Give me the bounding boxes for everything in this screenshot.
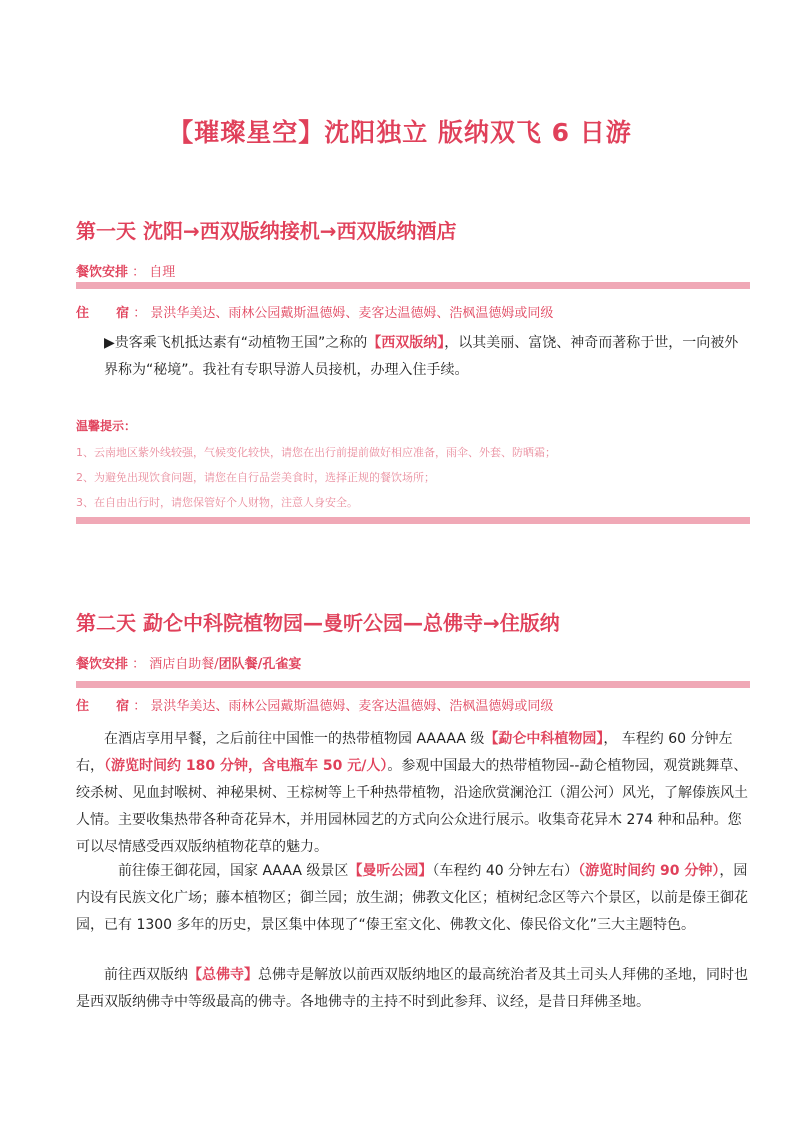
divider-bar — [76, 282, 750, 289]
day2-stay-line: 住 宿 ： 景洪华美达、雨林公园戴斯温德姆、麦客达温德姆、浩枫温德姆或同级 — [76, 699, 554, 714]
day2-paragraph-1: 在酒店享用早餐，之后前往中国惟一的热带植物园 AAAAA 级【勐仑中科植物园】， 车程约 60 分钟左右，（游览时间约 180 分钟，含电瓶车 50 元/人）。参观中国最大的热带植物园--勐仑植物园，观赏跳舞草、绞杀树、见血封喉树、神秘果树、王棕树等上千种热带植物，沿途欣赏澜沧江（湄公河）风光，了解傣族风土人情。主要收集热带各种奇花异木，并用园林园艺的方式向公众进行展示。收集奇花异木 274 种和品种。您可以尽情感受西双版纳植物花草的魅力。 — [76, 731, 748, 855]
page-title: 【璀璨星空】沈阳独立 版纳双飞 6 日游 — [168, 118, 632, 147]
tip-item: 2、为避免出现饮食问题，请您在自行品尝美食时，选择正规的餐饮场所； — [76, 471, 435, 484]
day1-paragraph: ▶贵客乘飞机抵达素有“动植物王国”之称的【西双版纳】，以其美丽、富饶、神奇而著称于世，一向被外界称为“秘境”。我社有专职导游人员接机，办理入住手续。 — [104, 335, 739, 378]
day2-paragraph-3: 前往西双版纳【总佛寺】总佛寺是解放以前西双版纳地区的最高统治者及其土司头人拜佛的圣地，同时也是西双版纳佛寺中等级最高的佛寺。各地佛寺的主持不时到此参拜、议经，是昔日拜佛圣地。 — [76, 967, 748, 1010]
divider-bar — [76, 681, 750, 688]
highlight-xishuangbanna: 【西双版纳】 — [367, 335, 445, 351]
day2-heading: 第二天 勐仑中科院植物园—曼听公园—总佛寺→住版纳 — [76, 611, 560, 635]
highlight-visit-time: （游览时间约 90 分钟） — [578, 863, 720, 879]
divider-bar — [76, 517, 750, 524]
meal-value: 酒店自助餐/团队餐/孔雀宴 — [149, 657, 302, 672]
stay-label: 住 宿 — [76, 699, 130, 714]
highlight-zongfo-temple: 【总佛寺】 — [188, 967, 258, 983]
day1-meal-line: 餐饮安排 ： 自理 — [76, 265, 176, 280]
day1-heading: 第一天 沈阳→西双版纳接机→西双版纳酒店 — [76, 219, 457, 243]
meal-value: 自理 — [149, 265, 176, 280]
tip-item: 1、云南地区紫外线较强，气候变化较快，请您在出行前提前做好相应准备，雨伞、外套、防晒霜； — [76, 446, 556, 459]
tips-title: 温馨提示： — [76, 419, 137, 433]
highlight-manting-park: 【曼听公园】 — [348, 863, 433, 879]
day1-stay-line: 住 宿 ： 景洪华美达、雨林公园戴斯温德姆、麦客达温德姆、浩枫温德姆或同级 — [76, 306, 554, 321]
highlight-visit-time: （游览时间约 180 分钟，含电瓶车 50 元/人） — [104, 758, 388, 774]
day2-meal-line: 餐饮安排 ： 酒店自助餐/团队餐/孔雀宴 — [76, 657, 302, 672]
stay-label: 住 宿 — [76, 306, 130, 321]
stay-value: 景洪华美达、雨林公园戴斯温德姆、麦客达温德姆、浩枫温德姆或同级 — [150, 306, 554, 321]
meal-label: 餐饮安排 — [76, 657, 129, 672]
meal-label: 餐饮安排 — [76, 265, 129, 280]
stay-value: 景洪华美达、雨林公园戴斯温德姆、麦客达温德姆、浩枫温德姆或同级 — [150, 699, 554, 714]
highlight-botanical-garden: 【勐仑中科植物园】 — [484, 731, 604, 747]
day2-paragraph-2: 前往傣王御花园，国家 AAAA 级景区【曼听公园】（车程约 40 分钟左右）（游览时间约 90 分钟），园内设有民族文化广场；藤本植物区；御兰园；放生湖；佛教文化区；植树纪念区等六个景区，以前是傣王御花园，已有 1300 多年的历史，景区集中体现了“傣王室文化、佛教文化、傣民俗文化”三大主题特色。 — [76, 863, 748, 933]
tip-item: 3、在自由出行时，请您保管好个人财物，注意人身安全。 — [76, 496, 358, 509]
